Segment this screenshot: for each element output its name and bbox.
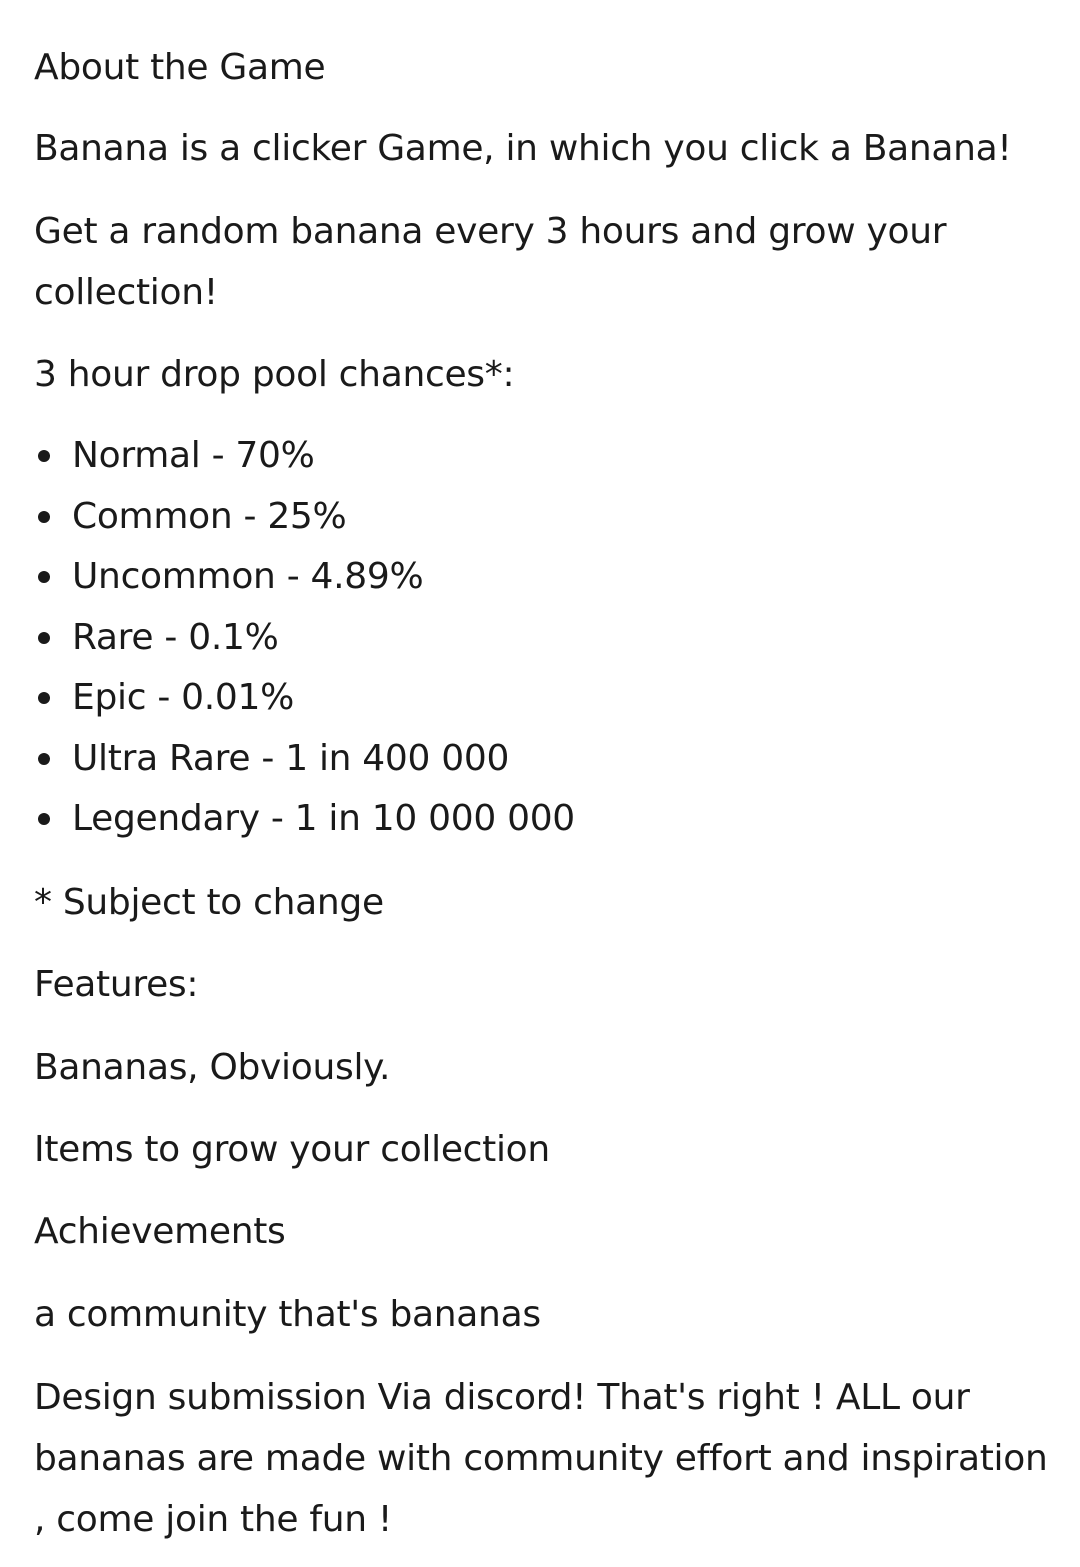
drop-rate-list	[34, 426, 575, 850]
bullet-icon	[38, 571, 50, 583]
drop-rate-ultra-rare: Ultra Rare - 1 in 400 000	[72, 737, 510, 779]
list-item	[34, 608, 575, 669]
list-item	[34, 547, 575, 608]
list-item	[34, 789, 575, 850]
bullet-icon	[38, 813, 50, 825]
feature-item: Items to grow your collection	[34, 1129, 550, 1170]
bullet-icon	[38, 692, 50, 704]
drop-rate-rare: Rare - 0.1%	[72, 616, 279, 658]
about-heading: About the Game	[34, 47, 326, 88]
list-item	[34, 487, 575, 548]
list-item	[34, 668, 575, 729]
features-heading: Features:	[34, 964, 199, 1005]
list-item	[34, 426, 575, 487]
feature-item: Design submission Via discord! That's right ! ALL our bananas are made with community effort and inspiration , come join the fun !	[34, 1377, 1048, 1540]
list-item	[34, 729, 575, 790]
drop-rate-legendary: Legendary - 1 in 10 000 000	[72, 798, 575, 839]
footnote: * Subject to change	[34, 882, 384, 923]
random-banana-text: Get a random banana every 3 hours and grow your collection!	[34, 211, 947, 313]
bullet-icon	[38, 753, 50, 765]
drop-pool-label: 3 hour drop pool chances*:	[34, 354, 515, 395]
bullet-icon	[38, 632, 50, 644]
feature-item: Achievements	[34, 1211, 286, 1252]
intro-text: Banana is a clicker Game, in which you click a Banana!	[34, 128, 1012, 169]
feature-item: Bananas, Obviously.	[34, 1047, 391, 1088]
drop-rate-uncommon: Uncommon - 4.89%	[72, 556, 424, 597]
drop-rate-epic: Epic - 0.01%	[72, 677, 295, 718]
drop-rate-normal: Normal - 70%	[72, 435, 315, 476]
bullet-icon	[38, 450, 50, 462]
bullet-icon	[38, 511, 50, 523]
drop-rate-common: Common - 25%	[72, 495, 347, 537]
feature-item: a community that's bananas	[34, 1294, 541, 1335]
